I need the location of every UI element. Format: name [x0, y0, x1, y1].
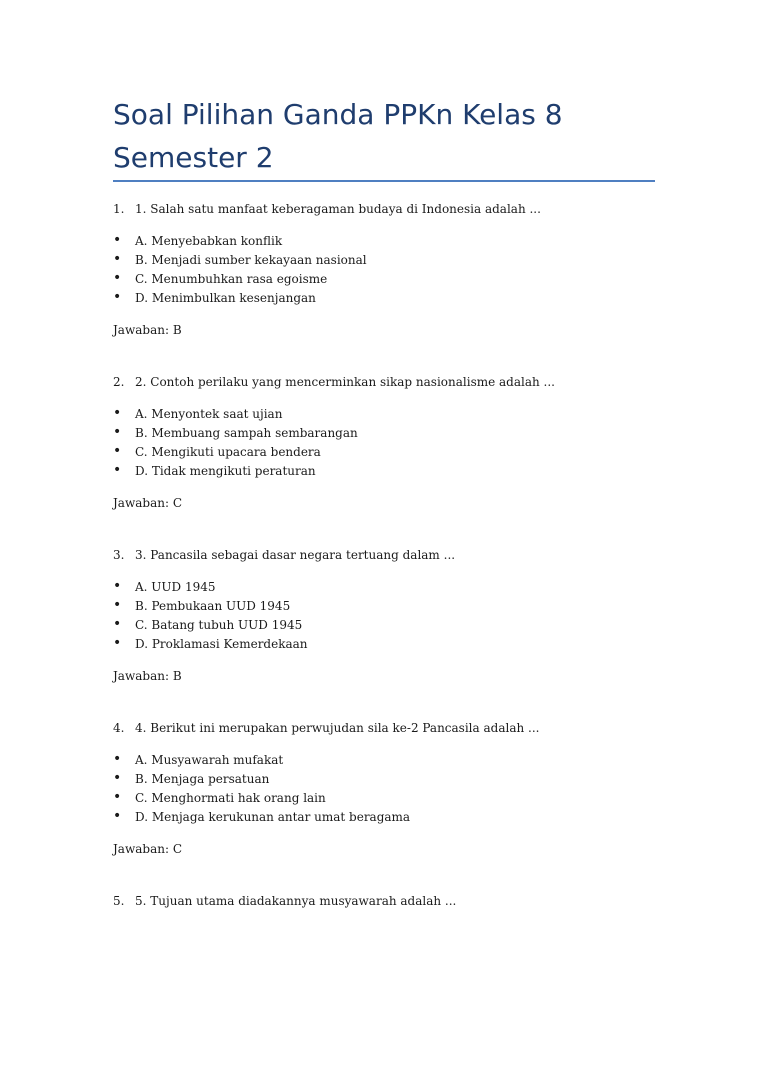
title-divider	[113, 180, 655, 182]
question-text: 4. Berikut ini merupakan perwujudan sila ke-2 Pancasila adalah ...	[135, 721, 540, 735]
question-4	[113, 719, 673, 738]
option-text: D. Menjaga kerukunan antar umat beragama	[135, 810, 411, 824]
bullet-icon: •	[113, 462, 122, 478]
option-c	[113, 270, 673, 289]
question-2	[113, 373, 673, 392]
bullet-icon: •	[113, 635, 122, 651]
page-title: Soal Pilihan Ganda PPKn Kelas 8 Semester 2	[113, 98, 563, 174]
bullet-icon: •	[113, 578, 122, 594]
option-list	[113, 751, 673, 827]
bullet-icon: •	[113, 770, 122, 786]
answer-text: Jawaban: C	[113, 496, 182, 510]
bullet-icon: •	[113, 751, 122, 767]
option-b	[113, 770, 673, 789]
answer-text: Jawaban: B	[113, 669, 182, 683]
option-list	[113, 232, 673, 308]
option-b	[113, 424, 673, 443]
option-text: C. Menumbuhkan rasa egoisme	[135, 272, 328, 286]
bullet-icon: •	[113, 808, 122, 824]
question-block-4	[113, 719, 673, 892]
option-d	[113, 462, 673, 481]
option-text: D. Proklamasi Kemerdekaan	[135, 637, 308, 651]
bullet-icon: •	[113, 405, 122, 421]
option-text: C. Menghormati hak orang lain	[135, 791, 326, 805]
option-text: A. Musyawarah mufakat	[135, 753, 284, 767]
bullet-icon: •	[113, 443, 122, 459]
option-text: D. Menimbulkan kesenjangan	[135, 291, 316, 305]
answer-text: Jawaban: B	[113, 323, 182, 337]
option-a	[113, 578, 673, 597]
question-block-5	[113, 892, 673, 1065]
option-d	[113, 289, 673, 308]
question-number: 4.	[113, 721, 125, 735]
option-text: D. Tidak mengikuti peraturan	[135, 464, 316, 478]
option-d	[113, 808, 673, 827]
option-text: B. Membuang sampah sembarangan	[135, 426, 358, 440]
option-a	[113, 405, 673, 424]
question-5	[113, 892, 673, 911]
option-d	[113, 635, 673, 654]
bullet-icon: •	[113, 289, 122, 305]
option-list	[113, 578, 673, 654]
question-3	[113, 546, 673, 565]
option-text: A. Menyontek saat ujian	[135, 407, 283, 421]
option-c	[113, 789, 673, 808]
option-c	[113, 616, 673, 635]
option-a	[113, 751, 673, 770]
option-c	[113, 443, 673, 462]
option-text: C. Mengikuti upacara bendera	[135, 445, 321, 459]
option-b	[113, 597, 673, 616]
question-number: 3.	[113, 548, 125, 562]
question-list	[113, 200, 673, 1065]
option-text: A. Menyebabkan konflik	[135, 234, 283, 248]
question-block-1	[113, 200, 673, 373]
option-text: B. Menjaga persatuan	[135, 772, 270, 786]
option-text: C. Batang tubuh UUD 1945	[135, 618, 303, 632]
bullet-icon: •	[113, 789, 122, 805]
question-number: 1.	[113, 202, 125, 216]
option-list	[113, 405, 673, 481]
question-text: 5. Tujuan utama diadakannya musyawarah adalah ...	[135, 894, 457, 908]
question-number: 5.	[113, 894, 125, 908]
option-text: B. Menjadi sumber kekayaan nasional	[135, 253, 367, 267]
option-text: B. Pembukaan UUD 1945	[135, 599, 291, 613]
question-number: 2.	[113, 375, 125, 389]
question-text: 3. Pancasila sebagai dasar negara tertuang dalam ...	[135, 548, 456, 562]
bullet-icon: •	[113, 232, 122, 248]
bullet-icon: •	[113, 424, 122, 440]
option-a	[113, 232, 673, 251]
option-b	[113, 251, 673, 270]
question-text: 1. Salah satu manfaat keberagaman budaya di Indonesia adalah ...	[135, 202, 541, 216]
question-text: 2. Contoh perilaku yang mencerminkan sikap nasionalisme adalah ...	[135, 375, 555, 389]
bullet-icon: •	[113, 251, 122, 267]
question-block-2	[113, 373, 673, 546]
bullet-icon: •	[113, 597, 122, 613]
bullet-icon: •	[113, 270, 122, 286]
question-block-3	[113, 546, 673, 719]
answer-text: Jawaban: C	[113, 842, 182, 856]
bullet-icon: •	[113, 616, 122, 632]
option-text: A. UUD 1945	[135, 580, 216, 594]
question-1	[113, 200, 673, 219]
